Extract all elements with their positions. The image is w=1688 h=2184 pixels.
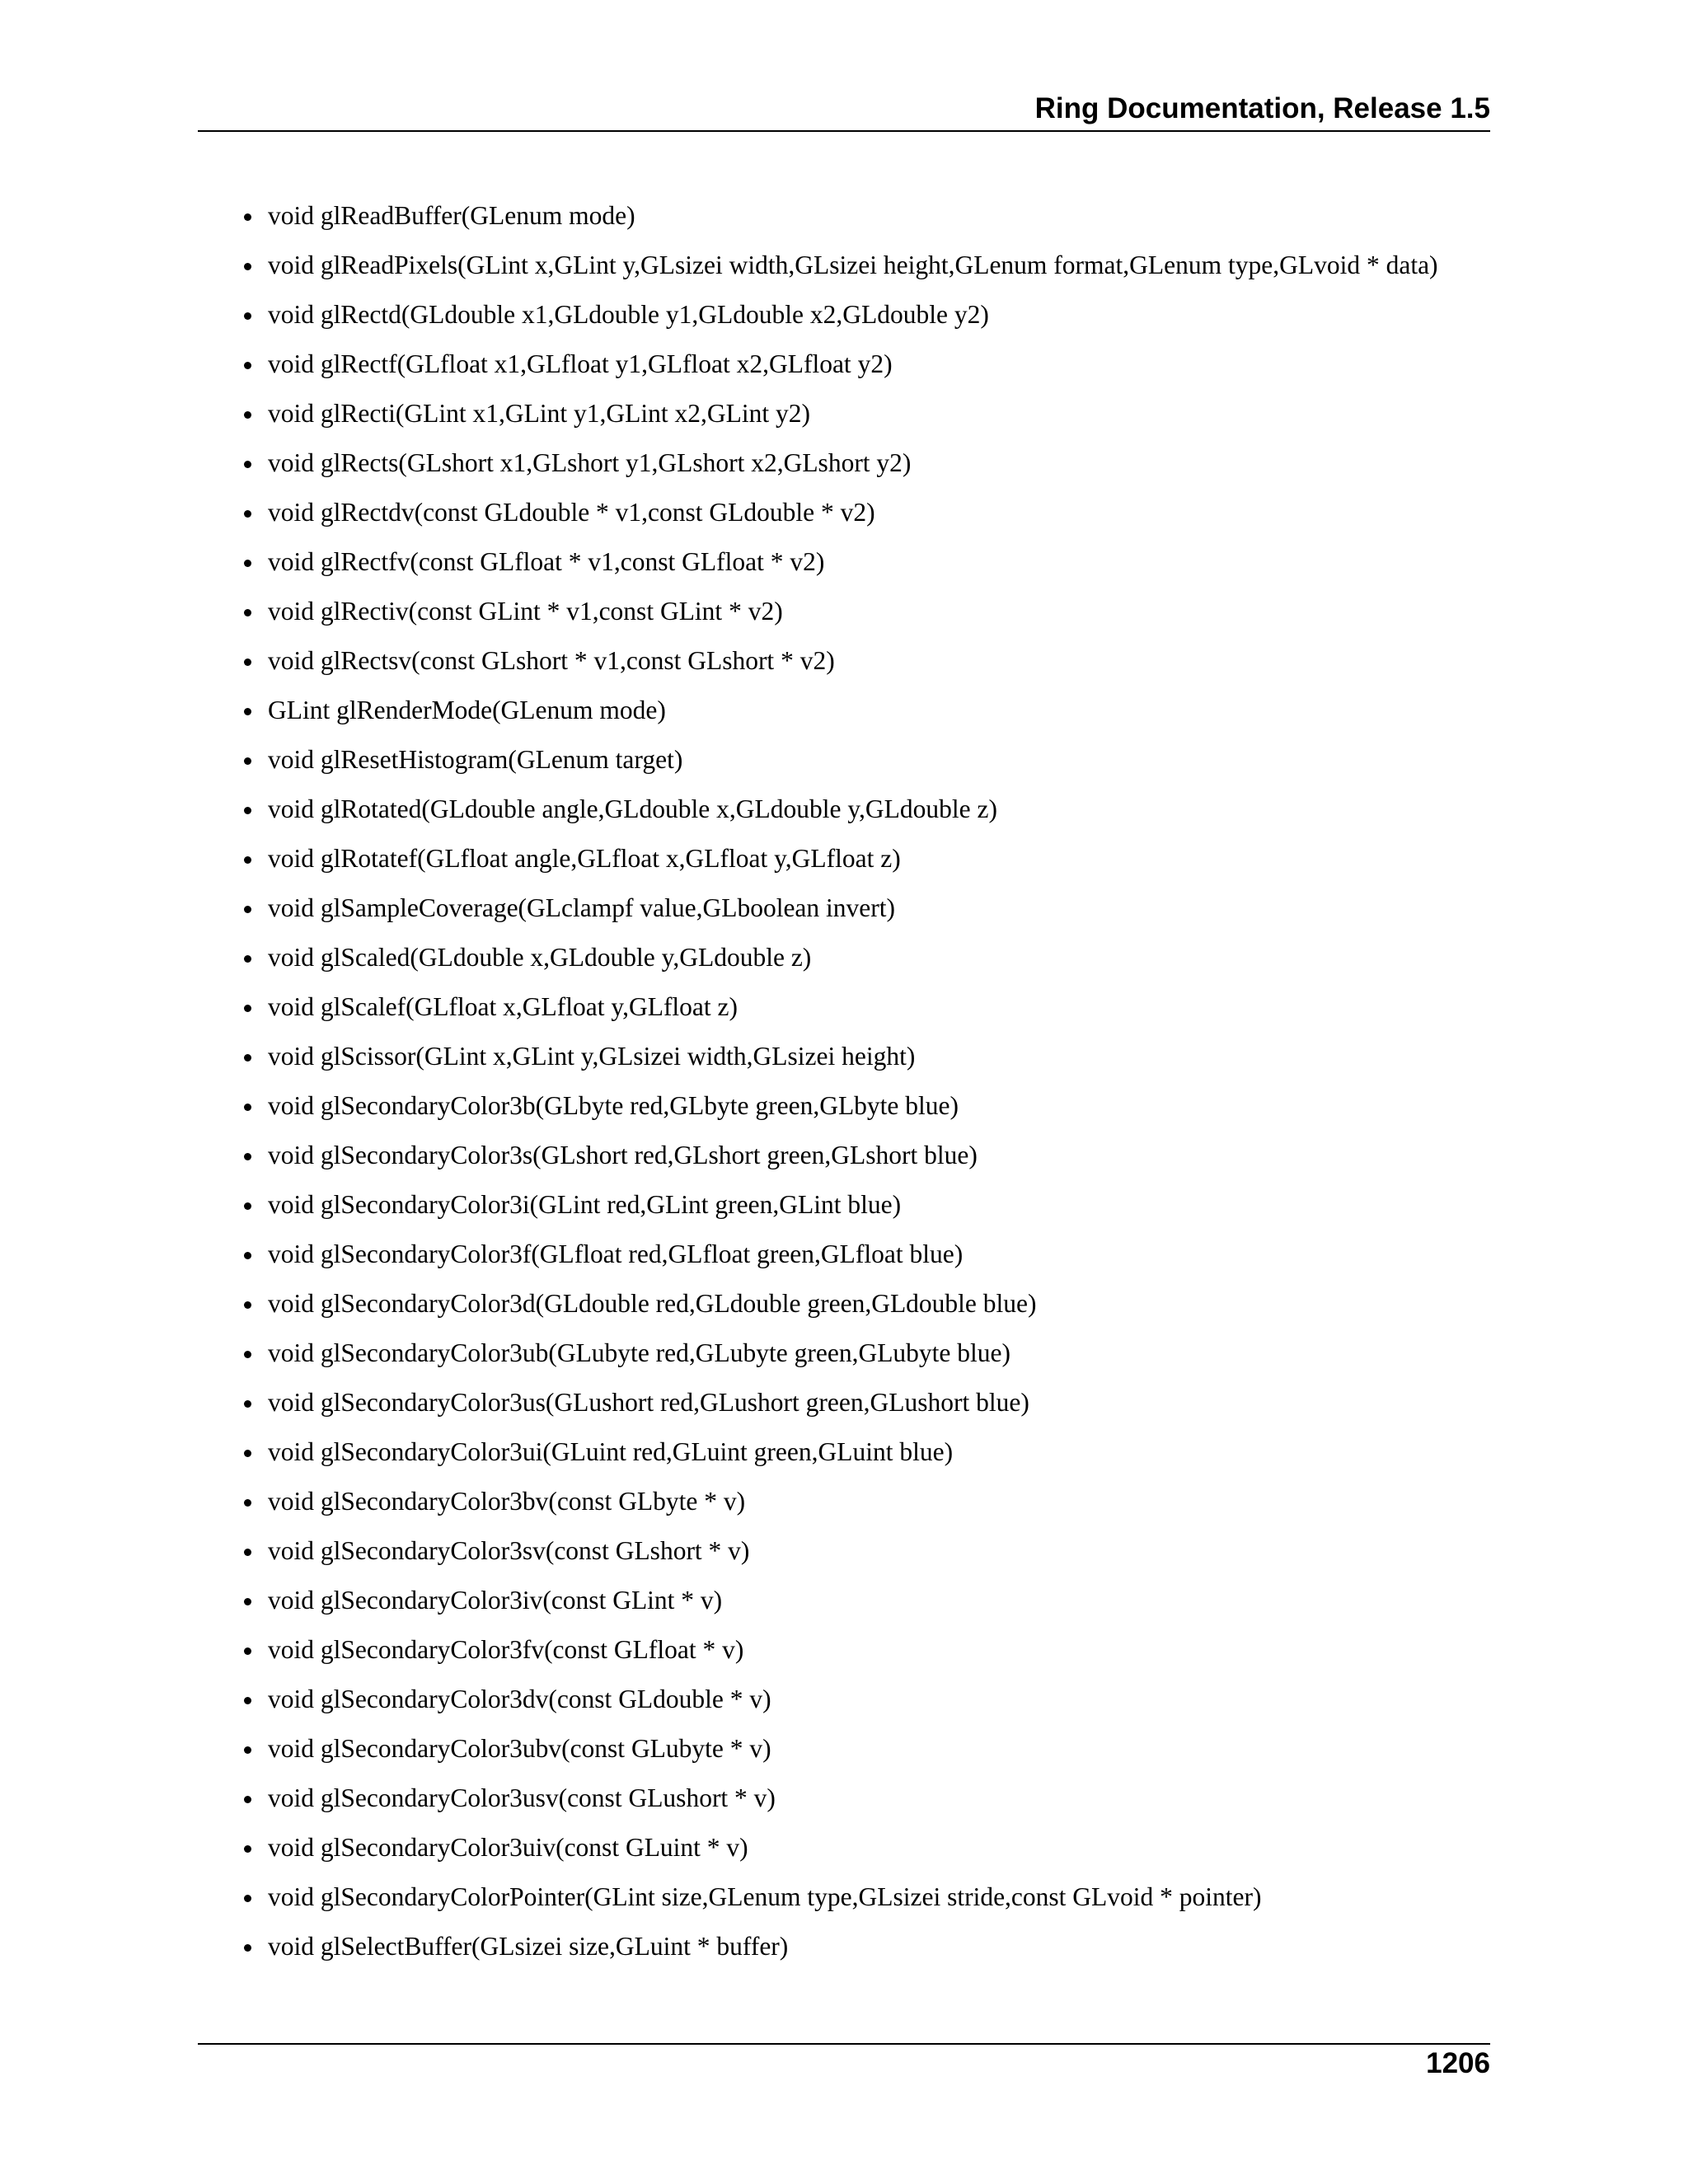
- bullet-icon: [244, 1153, 251, 1160]
- function-signature: void glRectiv(const GLint * v1,const GLint * v2): [268, 597, 783, 626]
- bullet-icon: [244, 1944, 251, 1952]
- list-item: [239, 493, 1500, 542]
- bullet-icon: [244, 1104, 251, 1111]
- list-item: [239, 740, 1500, 790]
- function-signature: void glScalef(GLfloat x,GLfloat y,GLfloat z): [268, 992, 738, 1021]
- bullet-icon: [244, 411, 251, 419]
- page-number: 1206: [1426, 2047, 1490, 2079]
- bullet-icon: [244, 708, 251, 715]
- bullet-icon: [244, 1351, 251, 1358]
- function-signature: void glSecondaryColor3bv(const GLbyte * v): [268, 1487, 746, 1516]
- bullet-icon: [244, 1697, 251, 1704]
- list-item: [239, 1086, 1500, 1136]
- list-item: [239, 1235, 1500, 1284]
- function-signature: void glSecondaryColor3s(GLshort red,GLshort green,GLshort blue): [268, 1141, 978, 1169]
- function-signature: void glRects(GLshort x1,GLshort y1,GLshort x2,GLshort y2): [268, 448, 912, 477]
- bullet-icon: [244, 263, 251, 270]
- footer-rule: [198, 2043, 1490, 2045]
- function-signature: void glSecondaryColor3iv(const GLint * v): [268, 1586, 723, 1615]
- bullet-icon: [244, 955, 251, 963]
- function-signature: void glSelectBuffer(GLsizei size,GLuint * buffer): [268, 1932, 789, 1961]
- function-signature: void glRotated(GLdouble angle,GLdouble x,GLdouble y,GLdouble z): [268, 794, 997, 823]
- bullet-icon: [244, 757, 251, 765]
- list-item: [239, 987, 1500, 1037]
- list-item: [239, 295, 1500, 344]
- bullet-icon: [244, 560, 251, 567]
- function-signature: void glSecondaryColor3uiv(const GLuint * v): [268, 1833, 748, 1862]
- bullet-icon: [244, 1499, 251, 1507]
- function-signature: void glReadPixels(GLint x,GLint y,GLsizei width,GLsizei height,GLenum format,GLenum type,GLvoid * data): [268, 251, 1438, 279]
- function-signature: void glRectd(GLdouble x1,GLdouble y1,GLdouble x2,GLdouble y2): [268, 300, 989, 329]
- function-signature: void glScaled(GLdouble x,GLdouble y,GLdouble z): [268, 943, 812, 972]
- function-list: [239, 196, 1500, 1976]
- function-signature: void glResetHistogram(GLenum target): [268, 745, 683, 774]
- function-signature: void glSecondaryColor3ui(GLuint red,GLuint green,GLuint blue): [268, 1437, 954, 1466]
- function-signature: void glSecondaryColor3usv(const GLushort * v): [268, 1783, 776, 1812]
- function-signature: void glSecondaryColor3ubv(const GLubyte * v): [268, 1734, 771, 1763]
- function-signature: void glSecondaryColor3dv(const GLdouble * v): [268, 1685, 771, 1713]
- list-item: [239, 1136, 1500, 1185]
- function-signature: void glRectsv(const GLshort * v1,const GLshort * v2): [268, 646, 835, 675]
- function-signature: void glScissor(GLint x,GLint y,GLsizei width,GLsizei height): [268, 1042, 916, 1071]
- function-signature: void glSecondaryColor3b(GLbyte red,GLbyte green,GLbyte blue): [268, 1091, 959, 1120]
- bullet-icon: [244, 461, 251, 468]
- function-signature: void glRectfv(const GLfloat * v1,const GLfloat * v2): [268, 547, 825, 576]
- list-item: [239, 888, 1500, 938]
- function-signature: void glRectf(GLfloat x1,GLfloat y1,GLfloat x2,GLfloat y2): [268, 349, 893, 378]
- list-item: [239, 938, 1500, 987]
- list-item: [239, 1037, 1500, 1086]
- bullet-icon: [244, 362, 251, 369]
- bullet-icon: [244, 1647, 251, 1655]
- bullet-icon: [244, 1252, 251, 1259]
- bullet-icon: [244, 856, 251, 864]
- bullet-icon: [244, 807, 251, 814]
- function-signature: void glRecti(GLint x1,GLint y1,GLint x2,GLint y2): [268, 399, 810, 428]
- function-signature: void glSecondaryColor3f(GLfloat red,GLfloat green,GLfloat blue): [268, 1240, 964, 1268]
- bullet-icon: [244, 213, 251, 221]
- bullet-icon: [244, 609, 251, 616]
- list-item: [239, 1828, 1500, 1877]
- function-signature: void glSecondaryColor3fv(const GLfloat * v): [268, 1635, 744, 1664]
- function-signature: void glSecondaryColor3i(GLint red,GLint green,GLint blue): [268, 1190, 902, 1219]
- function-signature: void glRectdv(const GLdouble * v1,const GLdouble * v2): [268, 498, 875, 527]
- bullet-icon: [244, 906, 251, 913]
- bullet-icon: [244, 1549, 251, 1556]
- list-item: [239, 1729, 1500, 1779]
- list-item: [239, 1383, 1500, 1432]
- list-item: [239, 1284, 1500, 1333]
- list-item: [239, 344, 1500, 394]
- bullet-icon: [244, 1895, 251, 1902]
- list-item: [239, 1432, 1500, 1482]
- function-signature: void glSecondaryColor3d(GLdouble red,GLdouble green,GLdouble blue): [268, 1289, 1037, 1318]
- list-item: [239, 542, 1500, 592]
- bullet-icon: [244, 1202, 251, 1210]
- function-signature: void glRotatef(GLfloat angle,GLfloat x,GLfloat y,GLfloat z): [268, 844, 901, 873]
- function-signature: GLint glRenderMode(GLenum mode): [268, 696, 666, 724]
- list-item: [239, 1531, 1500, 1581]
- list-item: [239, 246, 1500, 295]
- function-signature: void glSecondaryColor3sv(const GLshort * v): [268, 1536, 750, 1565]
- list-item: [239, 1877, 1500, 1927]
- bullet-icon: [244, 1746, 251, 1754]
- list-item: [239, 1680, 1500, 1729]
- list-item: [239, 1581, 1500, 1630]
- list-item: [239, 1927, 1500, 1976]
- list-item: [239, 1630, 1500, 1680]
- list-item: [239, 790, 1500, 839]
- header-rule: [198, 130, 1490, 132]
- list-item: [239, 691, 1500, 740]
- list-item: [239, 1333, 1500, 1383]
- function-signature: void glSampleCoverage(GLclampf value,GLboolean invert): [268, 893, 895, 922]
- function-signature: void glReadBuffer(GLenum mode): [268, 201, 635, 230]
- bullet-icon: [244, 1450, 251, 1457]
- list-item: [239, 443, 1500, 493]
- list-item: [239, 394, 1500, 443]
- list-item: [239, 1779, 1500, 1828]
- bullet-icon: [244, 510, 251, 518]
- function-signature: void glSecondaryColorPointer(GLint size,GLenum type,GLsizei stride,const GLvoid * pointer): [268, 1882, 1262, 1911]
- function-signature: void glSecondaryColor3us(GLushort red,GLushort green,GLushort blue): [268, 1388, 1029, 1417]
- bullet-icon: [244, 1796, 251, 1803]
- list-item: [239, 1482, 1500, 1531]
- list-item: [239, 196, 1500, 246]
- bullet-icon: [244, 1005, 251, 1012]
- bullet-icon: [244, 1598, 251, 1605]
- bullet-icon: [244, 658, 251, 666]
- list-item: [239, 641, 1500, 691]
- bullet-icon: [244, 1400, 251, 1408]
- bullet-icon: [244, 312, 251, 320]
- bullet-icon: [244, 1054, 251, 1062]
- bullet-icon: [244, 1845, 251, 1853]
- list-item: [239, 592, 1500, 641]
- page-header-title: Ring Documentation, Release 1.5: [1034, 92, 1490, 124]
- list-item: [239, 839, 1500, 888]
- function-signature: void glSecondaryColor3ub(GLubyte red,GLubyte green,GLubyte blue): [268, 1338, 1011, 1367]
- list-item: [239, 1185, 1500, 1235]
- bullet-icon: [244, 1301, 251, 1309]
